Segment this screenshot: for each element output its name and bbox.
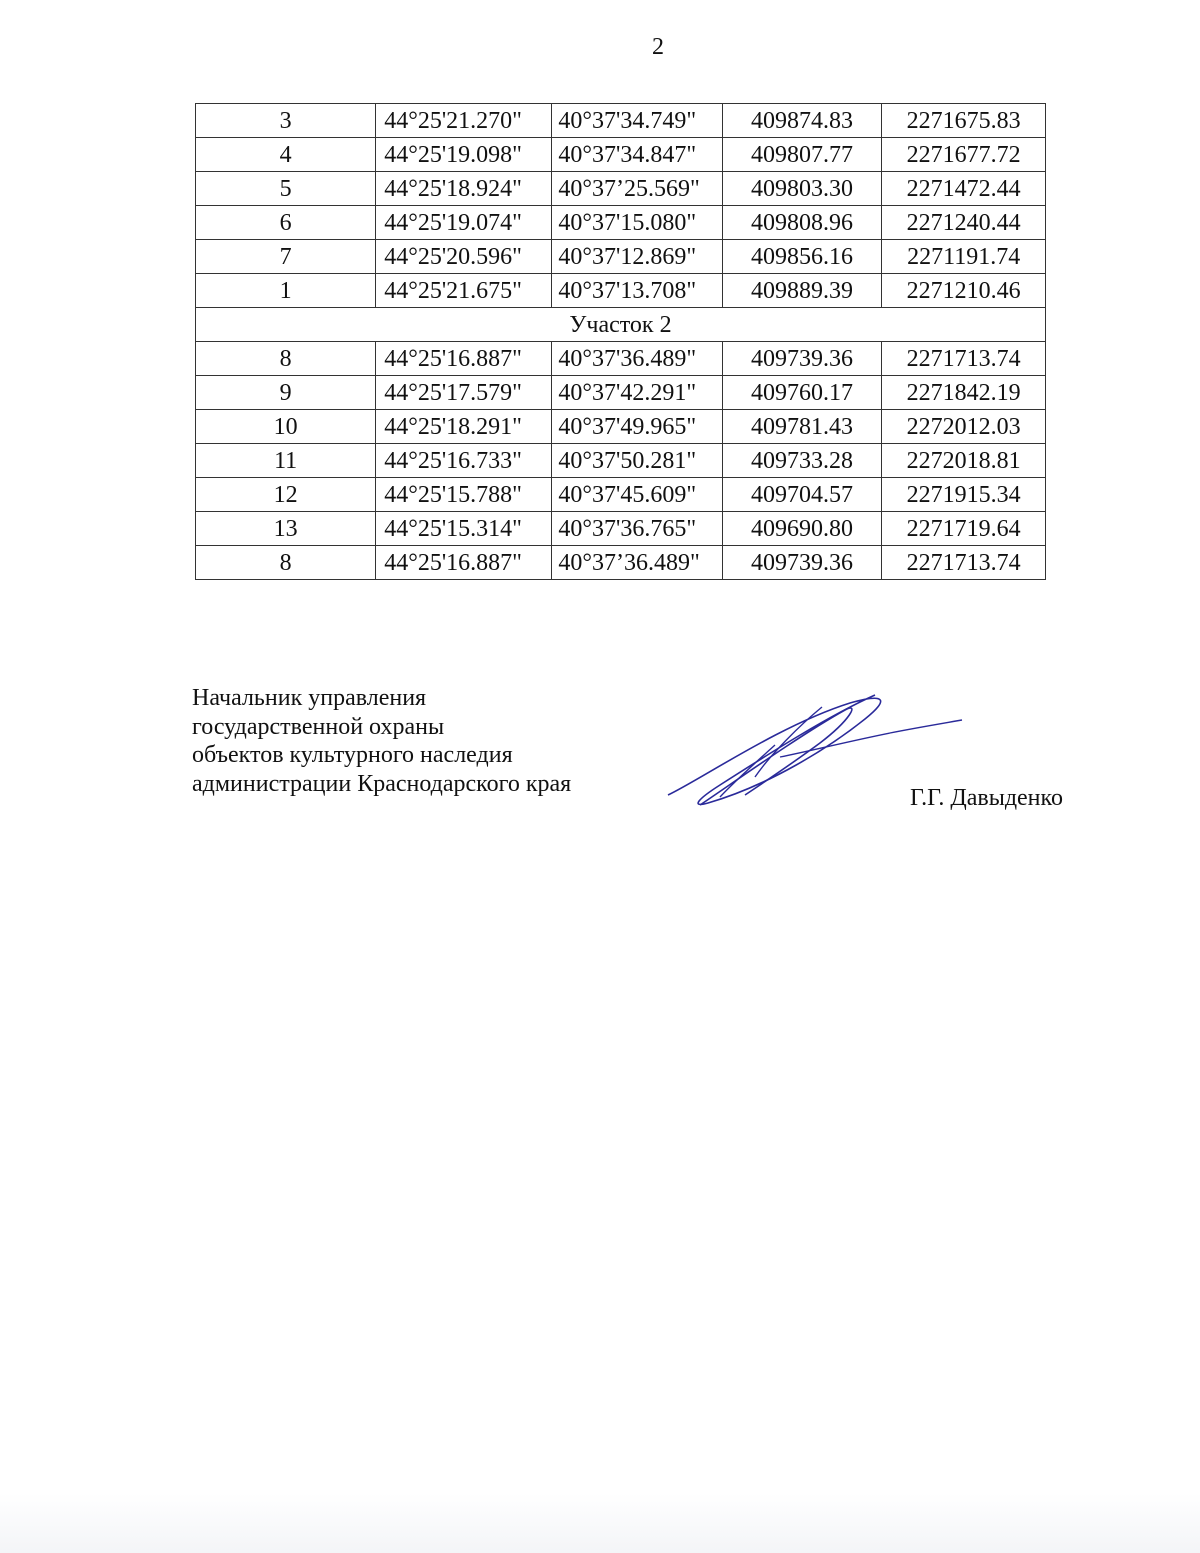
longitude-cell: 40°37'45.609" [552, 478, 722, 512]
scan-shadow [0, 1493, 1200, 1553]
x-coordinate-cell: 409889.39 [722, 274, 881, 308]
y-coordinate-cell: 2272012.03 [882, 410, 1046, 444]
table-row [196, 274, 1046, 308]
latitude-cell: 44°25'18.924" [376, 172, 552, 206]
longitude-cell: 40°37'36.765" [552, 512, 722, 546]
latitude-cell: 44°25'15.314" [376, 512, 552, 546]
signature-stroke [668, 695, 881, 804]
point-number-cell: 6 [196, 206, 376, 240]
point-number-cell: 9 [196, 376, 376, 410]
point-number-cell: 11 [196, 444, 376, 478]
table-row [196, 376, 1046, 410]
x-coordinate-cell: 409807.77 [722, 138, 881, 172]
table-row [196, 478, 1046, 512]
latitude-cell: 44°25'16.733" [376, 444, 552, 478]
x-coordinate-cell: 409781.43 [722, 410, 881, 444]
point-number-cell: 8 [196, 342, 376, 376]
x-coordinate-cell: 409874.83 [722, 104, 881, 138]
y-coordinate-cell: 2271675.83 [882, 104, 1046, 138]
signer-position [192, 684, 571, 798]
table-row [196, 444, 1046, 478]
y-coordinate-cell: 2271842.19 [882, 376, 1046, 410]
longitude-cell: 40°37'13.708" [552, 274, 722, 308]
signer-position-line: Начальник управления [192, 685, 427, 711]
signer-position-line: объектов культурного наследия [192, 742, 513, 768]
x-coordinate-cell: 409704.57 [722, 478, 881, 512]
x-coordinate-cell: 409739.36 [722, 342, 881, 376]
latitude-cell: 44°25'17.579" [376, 376, 552, 410]
x-coordinate-cell: 409808.96 [722, 206, 881, 240]
signer-position-line: администрации Краснодарского края [192, 770, 572, 797]
x-coordinate-cell: 409803.30 [722, 172, 881, 206]
y-coordinate-cell: 2271677.72 [882, 138, 1046, 172]
y-coordinate-cell: 2271915.34 [882, 478, 1046, 512]
table-row [196, 138, 1046, 172]
point-number-cell: 4 [196, 138, 376, 172]
longitude-cell: 40°37'50.281" [552, 444, 722, 478]
point-number-cell: 5 [196, 172, 376, 206]
y-coordinate-cell: 2271240.44 [882, 206, 1046, 240]
point-number-cell: 12 [196, 478, 376, 512]
table-row [196, 546, 1046, 580]
longitude-cell: 40°37'15.080" [552, 206, 722, 240]
latitude-cell: 44°25'15.788" [376, 478, 552, 512]
y-coordinate-cell: 2272018.81 [882, 444, 1046, 478]
x-coordinate-cell: 409690.80 [722, 512, 881, 546]
y-coordinate-cell: 2271719.64 [882, 512, 1046, 546]
x-coordinate-cell: 409739.36 [722, 546, 881, 580]
page-number [58, 34, 1200, 61]
latitude-cell: 44°25'16.887" [376, 546, 552, 580]
y-coordinate-cell: 2271210.46 [882, 274, 1046, 308]
y-coordinate-cell: 2271713.74 [882, 342, 1046, 376]
table-row [196, 206, 1046, 240]
table-row [196, 104, 1046, 138]
signature-stroke [700, 708, 852, 805]
coordinates-table [195, 103, 1046, 580]
latitude-cell: 44°25'18.291" [376, 410, 552, 444]
table-row [196, 410, 1046, 444]
signature-stroke [780, 720, 962, 757]
longitude-cell: 40°37'36.489" [552, 342, 722, 376]
table-row [196, 172, 1046, 206]
latitude-cell: 44°25'19.098" [376, 138, 552, 172]
section-label: Участок 2 [196, 308, 1046, 342]
point-number-cell: 13 [196, 512, 376, 546]
x-coordinate-cell: 409856.16 [722, 240, 881, 274]
x-coordinate-cell: 409760.17 [722, 376, 881, 410]
longitude-cell: 40°37’25.569" [552, 172, 722, 206]
table-row [196, 240, 1046, 274]
latitude-cell: 44°25'20.596" [376, 240, 552, 274]
table-row [196, 342, 1046, 376]
table-row [196, 512, 1046, 546]
longitude-cell: 40°37'34.749" [552, 104, 722, 138]
longitude-cell: 40°37'34.847" [552, 138, 722, 172]
latitude-cell: 44°25'16.887" [376, 342, 552, 376]
signer-name: Г.Г. Давыденко [910, 785, 1063, 811]
page-number-text: 2 [652, 34, 664, 60]
longitude-cell: 40°37'12.869" [552, 240, 722, 274]
longitude-cell: 40°37’36.489" [552, 546, 722, 580]
y-coordinate-cell: 2271713.74 [882, 546, 1046, 580]
point-number-cell: 8 [196, 546, 376, 580]
longitude-cell: 40°37'49.965" [552, 410, 722, 444]
y-coordinate-cell: 2271191.74 [882, 240, 1046, 274]
coordinates-table-body [196, 104, 1046, 580]
point-number-cell: 10 [196, 410, 376, 444]
longitude-cell: 40°37'42.291" [552, 376, 722, 410]
point-number-cell: 3 [196, 104, 376, 138]
signer-position-line: государственной охраны [192, 713, 445, 740]
x-coordinate-cell: 409733.28 [722, 444, 881, 478]
latitude-cell: 44°25'19.074" [376, 206, 552, 240]
point-number-cell: 1 [196, 274, 376, 308]
point-number-cell: 7 [196, 240, 376, 274]
y-coordinate-cell: 2271472.44 [882, 172, 1046, 206]
latitude-cell: 44°25'21.675" [376, 274, 552, 308]
latitude-cell: 44°25'21.270" [376, 104, 552, 138]
section-header-row [196, 308, 1046, 342]
